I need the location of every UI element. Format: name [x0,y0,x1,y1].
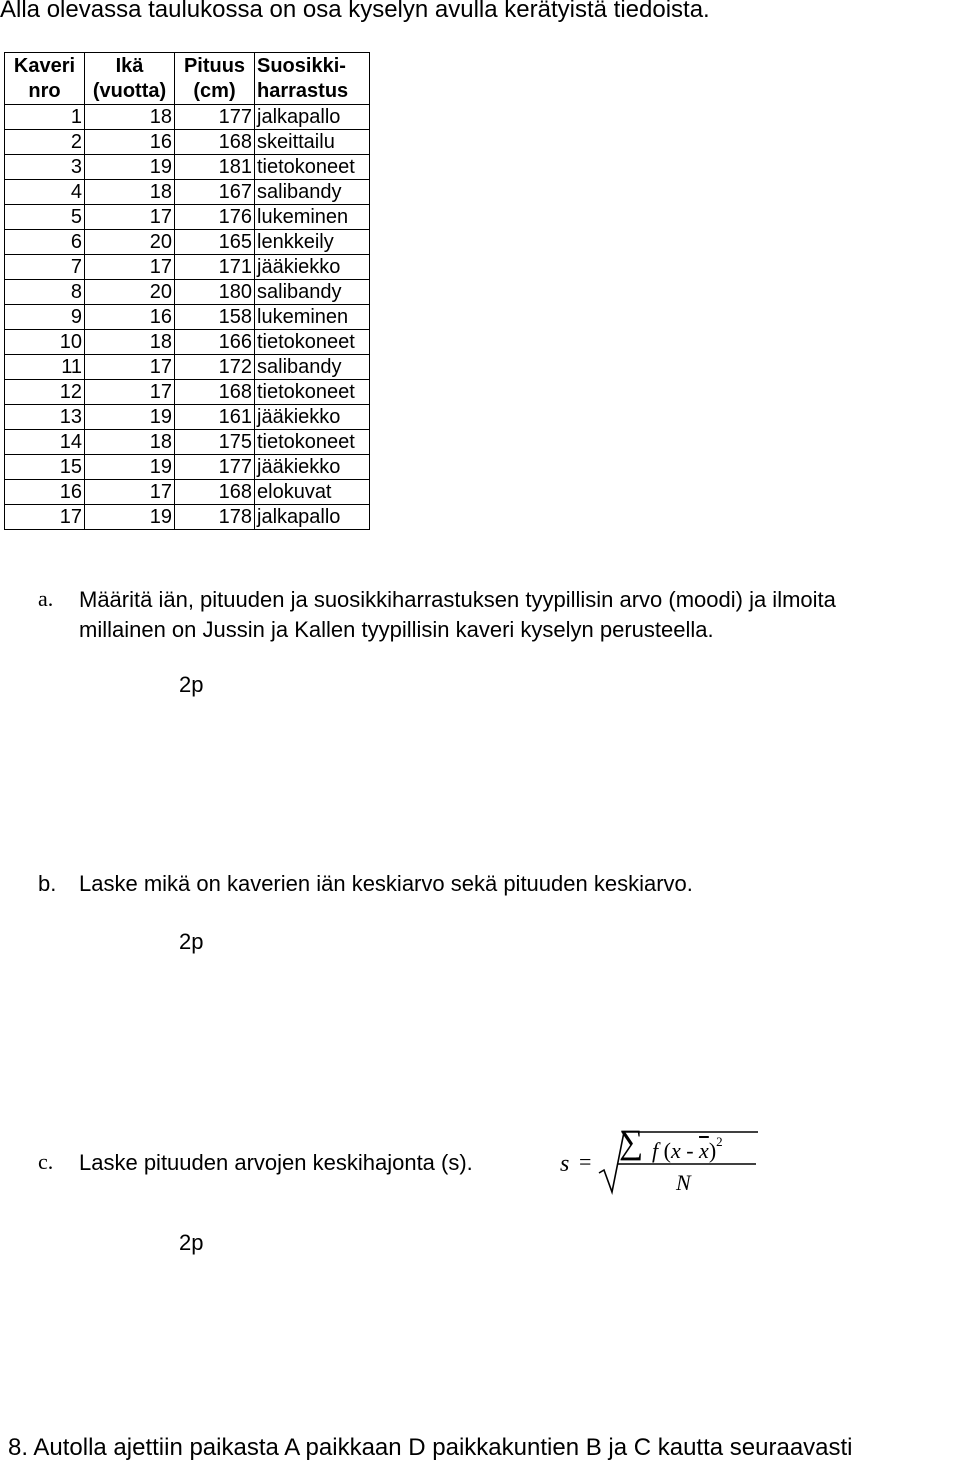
cell-age: 17 [85,255,175,280]
cell-hobby: tietokoneet [255,330,370,355]
cell-hobby: tietokoneet [255,380,370,405]
cell-height: 176 [175,205,255,230]
table-row [5,180,370,205]
cell-hobby: lenkkeily [255,230,370,255]
cell-friend-number: 11 [5,355,85,380]
cell-friend-number: 2 [5,130,85,155]
cell-friend-number: 15 [5,455,85,480]
cell-age: 16 [85,130,175,155]
cell-friend-number: 9 [5,305,85,330]
cell-height: 171 [175,255,255,280]
formula-sigma: ∑ [619,1124,644,1161]
header-age: Ikä (vuotta) [85,53,175,105]
cell-hobby: jääkiekko [255,255,370,280]
formula-denominator: N [676,1170,691,1195]
table-row [5,230,370,255]
cell-age: 19 [85,155,175,180]
formula-s: s [560,1151,570,1177]
cell-friend-number: 14 [5,430,85,455]
cell-hobby: jääkiekko [255,405,370,430]
cell-age: 19 [85,405,175,430]
cell-age: 19 [85,505,175,530]
cell-height: 168 [175,480,255,505]
cell-hobby: skeittailu [255,130,370,155]
cell-age: 17 [85,380,175,405]
header-height: Pituus (cm) [175,53,255,105]
header-hobby: Suosikki- harrastus [255,53,370,105]
cell-age: 18 [85,430,175,455]
survey-table [4,52,370,530]
table-body [5,105,370,530]
formula-equals: = [579,1149,592,1174]
intro-text: Alla olevassa taulukossa on osa kyselyn avulla kerätyistä tiedoista. [0,0,710,23]
cell-height: 175 [175,430,255,455]
question-b-letter: b. [38,871,57,896]
cell-friend-number: 5 [5,205,85,230]
cell-height: 158 [175,305,255,330]
next-task-text: 8. Autolla ajettiin paikasta A paikkaan D paikkakuntien B ja C kautta seuraavasti [8,1434,853,1461]
question-c-letter: c. [38,1149,54,1174]
cell-friend-number: 7 [5,255,85,280]
question-c-text: Laske pituuden arvojen keskihajonta (s). [79,1150,473,1175]
table-row [5,455,370,480]
table-row [5,305,370,330]
question-a-line2: millainen on Jussin ja Kallen tyypillisin kaveri kyselyn perusteella. [79,617,714,642]
cell-age: 17 [85,205,175,230]
cell-height: 180 [175,280,255,305]
header-friend-number: Kaveri nro [5,53,85,105]
cell-hobby: lukeminen [255,205,370,230]
cell-hobby: salibandy [255,180,370,205]
table-header-row [5,53,370,105]
cell-height: 181 [175,155,255,180]
cell-age: 18 [85,180,175,205]
cell-friend-number: 1 [5,105,85,130]
cell-friend-number: 10 [5,330,85,355]
cell-age: 20 [85,280,175,305]
cell-age: 19 [85,455,175,480]
cell-height: 161 [175,405,255,430]
cell-age: 16 [85,305,175,330]
cell-hobby: salibandy [255,355,370,380]
question-b-points: 2p [179,929,204,954]
cell-hobby: jalkapallo [255,505,370,530]
table-row [5,105,370,130]
table-row [5,155,370,180]
table-row [5,405,370,430]
cell-friend-number: 3 [5,155,85,180]
table-row [5,330,370,355]
cell-age: 18 [85,105,175,130]
table-row [5,430,370,455]
cell-height: 178 [175,505,255,530]
cell-age: 17 [85,355,175,380]
cell-friend-number: 16 [5,480,85,505]
formula-numerator: f $(x - \overline{x})^2$ [652,1134,723,1163]
cell-friend-number: 17 [5,505,85,530]
cell-hobby: tietokoneet [255,155,370,180]
cell-friend-number: 12 [5,380,85,405]
table-row [5,130,370,155]
cell-height: 177 [175,105,255,130]
cell-height: 166 [175,330,255,355]
question-a-points: 2p [179,672,204,697]
table-row [5,280,370,305]
table-row [5,380,370,405]
cell-height: 165 [175,230,255,255]
cell-hobby: tietokoneet [255,430,370,455]
table-row [5,480,370,505]
cell-age: 20 [85,230,175,255]
question-a-letter: a. [38,586,54,611]
cell-age: 18 [85,330,175,355]
cell-friend-number: 13 [5,405,85,430]
cell-friend-number: 6 [5,230,85,255]
cell-age: 17 [85,480,175,505]
question-c-points: 2p [179,1230,204,1255]
cell-height: 177 [175,455,255,480]
table-row [5,205,370,230]
cell-height: 168 [175,380,255,405]
cell-height: 167 [175,180,255,205]
cell-hobby: jalkapallo [255,105,370,130]
table-row [5,505,370,530]
cell-hobby: lukeminen [255,305,370,330]
cell-friend-number: 4 [5,180,85,205]
cell-hobby: salibandy [255,280,370,305]
question-a-line1: Määritä iän, pituuden ja suosikkiharrastuksen tyypillisin arvo (moodi) ja ilmoita [79,587,836,612]
question-b-text: Laske mikä on kaverien iän keskiarvo sekä pituuden keskiarvo. [79,871,693,896]
cell-hobby: jääkiekko [255,455,370,480]
table-row [5,355,370,380]
cell-friend-number: 8 [5,280,85,305]
cell-height: 172 [175,355,255,380]
cell-height: 168 [175,130,255,155]
cell-hobby: elokuvat [255,480,370,505]
table-row [5,255,370,280]
